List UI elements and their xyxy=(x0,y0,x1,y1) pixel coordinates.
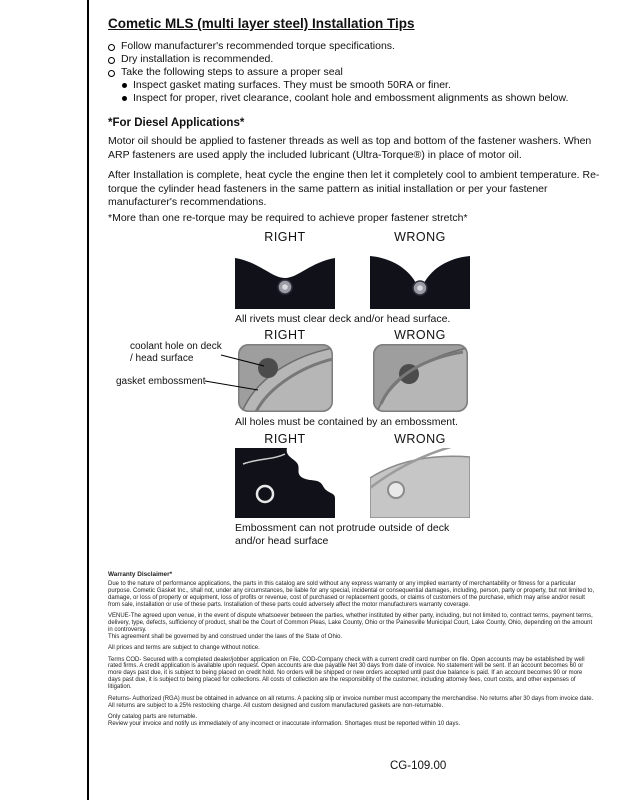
legal-paragraph: Due to the nature of performance applications, the parts in this catalog are sold without any express warranty or any implied warranty of merchantability or fitness for a particular purpose. Cometic Gasket Inc., shall not, under any circumstances, be liable for any special, incidental or consequential damages, including, person, party or property, but not limited to, damage, or loss of property or equipment, loss of profits or revenue, cost of purchased or replacement goods, or claims of customers of the purchase, which may arise and/or result from sale, installation or use of these parts. Installation of these parts could adversely affect the motor manufacturers warranty coverage. xyxy=(108,580,595,608)
tip-sub-bullet-text: Inspect gasket mating surfaces. They must be smooth 50RA or finer. xyxy=(133,79,451,91)
legal-paragraph: Terms COD- Secured with a completed dealer/jobber application on File, COD-Company check with a current credit card number on file. Open accounts may be established by well rated firms. A credit application is available upon request. Open accounts are due payable Net 30 days from date of invoice. No statement will be sent. If an account becomes 60 or more days past due, it is subject to being placed on credit hold. No orders will be shipped or new orders accepted until past due balance is paid. If an account becomes 90 or more days past due, it is subject to being placed for collections. All costs of collection are the responsibility of the customer, including attorney fees, court costs, and other expenses of litigation. xyxy=(108,656,585,691)
installation-tips-list xyxy=(108,40,608,105)
filled-bullet-icon xyxy=(122,83,127,88)
callout-gasket-embossment: gasket embossment xyxy=(116,376,206,387)
diagram-caption-embossment: Embossment can not protrude outside of deck and/or head surface xyxy=(235,522,450,547)
tip-sub-bullet xyxy=(108,92,608,105)
wrong-column-header: WRONG xyxy=(394,230,446,244)
tip-bullet xyxy=(108,40,608,53)
legal-paragraph: Returns- Authorized (RGA) must be obtained in advance on all returns. A packing slip or invoice number must accompany the merchandise. No returns after 30 days from invoice date. All returns are subject to a 25% restocking charge. All custom designed and custom manufactured gaskets are non-returnable. xyxy=(108,695,594,709)
filled-bullet-icon xyxy=(122,96,127,101)
open-bullet-icon xyxy=(108,44,115,51)
diesel-paragraph: After Installation is complete, heat cycle the engine then let it completely cool to ambient temperature. Re-torque the cylinder head fasteners in the same pattern as initial installation or per your fastener manufacturer's recommendations. xyxy=(108,169,600,208)
diagram-embossment-right xyxy=(235,448,335,518)
legal-paragraph: Review your invoice and notify us immediately of any incorrect or inaccurate information. Shortages must be reported within 10 days. xyxy=(108,720,461,727)
callout-coolant-hole: coolant hole on deck / head surface xyxy=(130,341,222,364)
tip-bullet-text: Take the following steps to assure a proper seal xyxy=(121,66,343,78)
right-column-header: RIGHT xyxy=(264,328,306,342)
diesel-paragraph: Motor oil should be applied to fastener threads as well as top and bottom of the fastener washers. When ARP fasteners are used apply the included lubricant (Ultra-Torque®) in place of motor oil. xyxy=(108,135,592,161)
page-title: Cometic MLS (multi layer steel) Installation Tips xyxy=(108,16,415,31)
diagram-rivet-right xyxy=(235,247,335,309)
retorque-note: *More than one re-torque may be required to achieve proper fastener stretch* xyxy=(108,212,468,224)
tip-sub-bullet xyxy=(108,79,608,92)
legal-section xyxy=(108,572,596,732)
legal-paragraph: This agreement shall be governed by and construed under the laws of the State of Ohio. xyxy=(108,633,343,640)
legal-paragraph: Only catalog parts are returnable. xyxy=(108,713,198,720)
warranty-disclaimer-heading: Warranty Disclaimer* xyxy=(108,571,173,578)
page-number-code: CG-109.00 xyxy=(390,760,447,772)
diagram-rivet-wrong xyxy=(370,247,470,309)
tip-bullet-text: Follow manufacturer's recommended torque specifications. xyxy=(121,40,395,52)
diagram-caption-holes: All holes must be contained by an embossment. xyxy=(235,416,458,428)
tip-bullet-text: Dry installation is recommended. xyxy=(121,53,274,65)
open-bullet-icon xyxy=(108,57,115,64)
open-bullet-icon xyxy=(108,70,115,77)
tip-bullet xyxy=(108,66,608,79)
tip-bullet xyxy=(108,53,608,66)
right-column-header: RIGHT xyxy=(264,230,306,244)
diagram-coolant-wrong xyxy=(373,344,468,412)
diagram-caption-rivets: All rivets must clear deck and/or head surface. xyxy=(235,313,451,325)
diagram-embossment-wrong xyxy=(370,448,470,518)
page-edge-line xyxy=(87,0,89,800)
legal-paragraph: All prices and terms are subject to change without notice. xyxy=(108,645,260,652)
wrong-column-header: WRONG xyxy=(394,328,446,342)
legal-paragraph: VENUE-The agreed upon venue, in the event of dispute whatsoever between the parties, whether instituted by either party, including, but not limited to, contract terms, payment terms, delivery, type, defects, sufficiency of product, shall be the Court of Common Pleas, Lake County, Ohio or the Painesville Municipal Court, Lake County, Ohio, depending on the amount in controversy. xyxy=(108,613,593,633)
right-column-header: RIGHT xyxy=(264,432,306,446)
tip-sub-bullet-text: Inspect for proper, rivet clearance, coolant hole and embossment alignments as shown below. xyxy=(133,92,569,104)
diagram-coolant-right xyxy=(238,344,333,412)
wrong-column-header: WRONG xyxy=(394,432,446,446)
diesel-applications-heading: *For Diesel Applications* xyxy=(108,117,245,129)
